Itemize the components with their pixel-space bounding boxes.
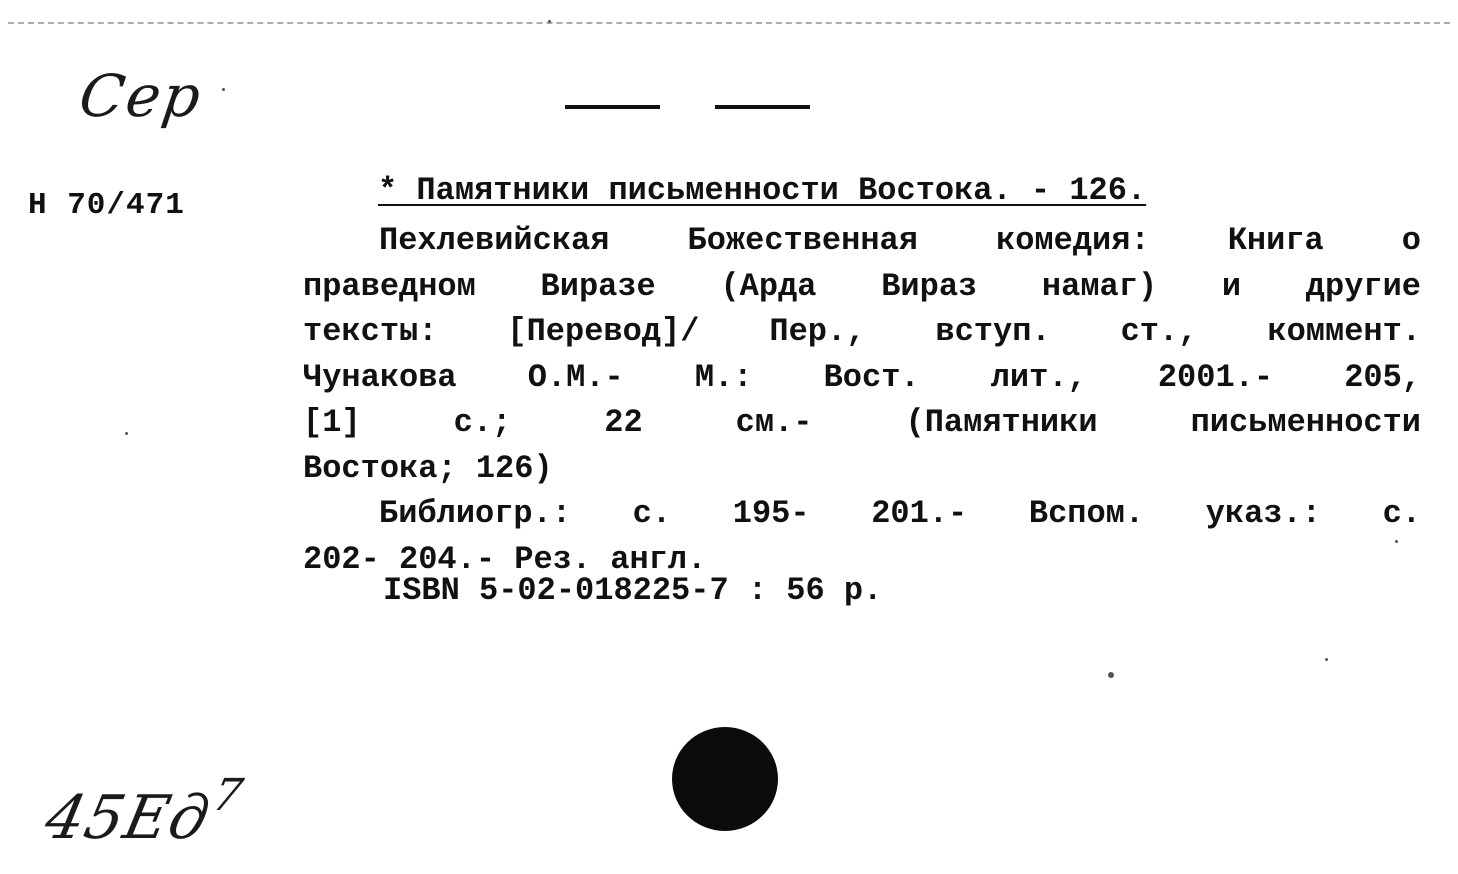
handwritten-code: 45Ед [39,783,217,853]
top-rule [8,22,1450,24]
speck [1108,672,1114,678]
series-heading [378,172,1146,209]
description-line: Чунакова О.М.- М.: Вост. лит., 2001.- 205, [303,358,1421,396]
notes-line: Библиогр.: с. 195- 201.- Вспом. указ.: с. [379,495,1421,532]
description-line: тексты: [Перевод]/ Пер., вступ. ст., коммент. [303,313,1421,350]
description-line: Востока; 126) [303,449,553,487]
description-line: [1] с.; 22 см.- (Памятники письменности [303,404,1421,441]
speck [125,432,128,435]
handwritten-note-top: Сер [75,62,207,130]
punch-hole [672,727,778,831]
speck [1325,658,1328,661]
bibliographic-description [303,218,1421,582]
series-heading-text: * Памятники письменности Востока. - 126. [378,172,1147,209]
shelfmark: Н 70/471 [28,188,185,223]
handwritten-note-bottom [39,770,248,853]
description-line: Пехлевийская Божественная комедия: Книга о [379,222,1421,259]
decorative-dashes [565,105,810,109]
notes-line: 202- 204.- Рез. англ. [303,540,707,578]
speck [1395,540,1398,543]
speck [222,88,225,91]
speck [548,20,551,23]
isbn-price: ISBN 5-02-018225-7 : 56 р. [383,572,883,609]
handwritten-code-sup: 7 [208,770,249,821]
description-line: праведном Виразе (Арда Вираз намаг) и другие [303,267,1421,305]
